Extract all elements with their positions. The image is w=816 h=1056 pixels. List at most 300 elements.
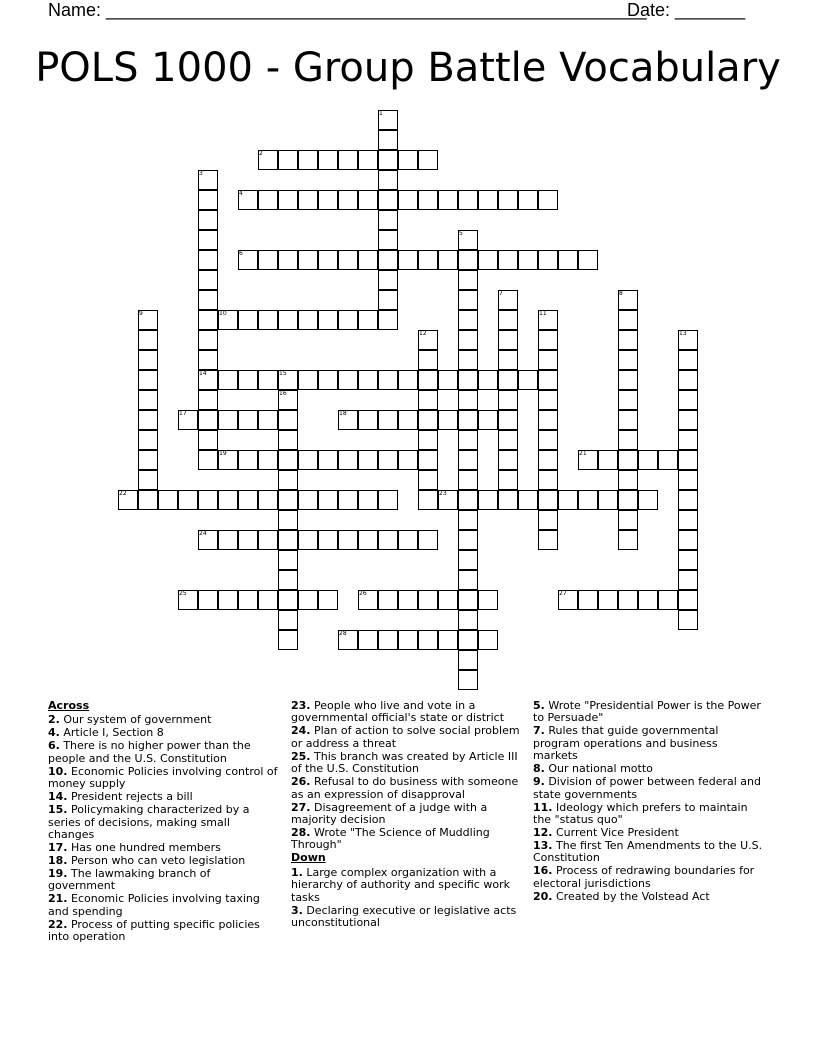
grid-cell[interactable] xyxy=(198,590,218,610)
grid-cell[interactable] xyxy=(198,210,218,230)
grid-cell[interactable] xyxy=(278,250,298,270)
grid-cell[interactable] xyxy=(618,310,638,330)
clue-text: Person who can veto legislation xyxy=(67,854,246,868)
grid-cell[interactable] xyxy=(498,430,518,450)
grid-cell[interactable] xyxy=(278,190,298,210)
grid-cell[interactable] xyxy=(258,370,278,390)
grid-cell[interactable] xyxy=(458,570,478,590)
grid-cell[interactable] xyxy=(458,290,478,310)
grid-cell[interactable] xyxy=(278,590,298,610)
grid-cell[interactable] xyxy=(318,190,338,210)
grid-cell[interactable] xyxy=(498,310,518,330)
grid-cell[interactable] xyxy=(298,530,318,550)
grid-cell[interactable] xyxy=(458,350,478,370)
grid-cell[interactable] xyxy=(458,370,478,390)
grid-cell[interactable] xyxy=(498,490,518,510)
grid-cell[interactable] xyxy=(558,250,578,270)
grid-cell[interactable] xyxy=(478,370,498,390)
grid-cell[interactable] xyxy=(398,590,418,610)
grid-cell[interactable] xyxy=(458,630,478,650)
clue-number: 21. xyxy=(48,892,68,906)
grid-cell[interactable] xyxy=(538,250,558,270)
grid-cell[interactable] xyxy=(678,410,698,430)
grid-cell[interactable] xyxy=(198,490,218,510)
grid-cell[interactable] xyxy=(198,270,218,290)
grid-cell[interactable] xyxy=(418,430,438,450)
grid-cell[interactable] xyxy=(578,490,598,510)
grid-cell[interactable] xyxy=(458,330,478,350)
grid-cell[interactable] xyxy=(678,390,698,410)
grid-cell[interactable] xyxy=(458,310,478,330)
clue-item xyxy=(48,893,278,918)
grid-cell[interactable] xyxy=(358,310,378,330)
grid-cell[interactable] xyxy=(458,410,478,430)
grid-cell[interactable] xyxy=(198,410,218,430)
grid-cell[interactable] xyxy=(398,630,418,650)
grid-cell[interactable] xyxy=(358,370,378,390)
clue-number-25: 25 xyxy=(179,590,187,597)
clue-number: 25. xyxy=(291,749,311,763)
grid-cell[interactable] xyxy=(618,350,638,370)
grid-cell[interactable] xyxy=(298,150,318,170)
grid-cell[interactable] xyxy=(538,410,558,430)
grid-cell[interactable] xyxy=(598,490,618,510)
grid-cell[interactable] xyxy=(618,510,638,530)
grid-cell[interactable] xyxy=(578,590,598,610)
grid-cell[interactable] xyxy=(258,310,278,330)
grid-cell[interactable] xyxy=(198,390,218,410)
grid-cell[interactable] xyxy=(258,410,278,430)
clue-number-19: 19 xyxy=(219,450,227,457)
clue-number: 4. xyxy=(48,726,60,740)
grid-cell[interactable] xyxy=(298,250,318,270)
grid-cell[interactable] xyxy=(378,170,398,190)
grid-cell[interactable] xyxy=(458,610,478,630)
grid-cell[interactable] xyxy=(198,190,218,210)
grid-cell[interactable] xyxy=(478,590,498,610)
clue-item xyxy=(48,791,278,803)
grid-cell[interactable] xyxy=(458,190,478,210)
grid-cell[interactable] xyxy=(198,350,218,370)
grid-cell[interactable] xyxy=(318,150,338,170)
grid-cell[interactable] xyxy=(518,370,538,390)
grid-cell[interactable] xyxy=(618,390,638,410)
grid-cell[interactable] xyxy=(138,330,158,350)
grid-cell[interactable] xyxy=(518,250,538,270)
grid-cell[interactable] xyxy=(678,430,698,450)
grid-cell[interactable] xyxy=(198,250,218,270)
grid-cell[interactable] xyxy=(638,450,658,470)
grid-cell[interactable] xyxy=(198,330,218,350)
clue-item xyxy=(48,740,278,765)
grid-cell[interactable] xyxy=(358,490,378,510)
grid-cell[interactable] xyxy=(478,190,498,210)
grid-cell[interactable] xyxy=(338,190,358,210)
grid-cell[interactable] xyxy=(538,490,558,510)
across-heading: Across xyxy=(48,699,90,712)
grid-cell[interactable] xyxy=(398,450,418,470)
grid-cell[interactable] xyxy=(418,490,438,510)
grid-cell[interactable] xyxy=(458,670,478,690)
grid-cell[interactable] xyxy=(498,350,518,370)
grid-cell[interactable] xyxy=(658,450,678,470)
grid-cell[interactable] xyxy=(338,370,358,390)
grid-cell[interactable] xyxy=(178,490,198,510)
clue-text: There is no higher power than the people and the U.S. Constitution xyxy=(48,739,251,765)
grid-cell[interactable] xyxy=(618,450,638,470)
grid-cell[interactable] xyxy=(398,370,418,390)
clue-number: 10. xyxy=(48,764,68,778)
grid-cell[interactable] xyxy=(538,190,558,210)
grid-cell[interactable] xyxy=(378,410,398,430)
grid-cell[interactable] xyxy=(618,370,638,390)
grid-cell[interactable] xyxy=(198,430,218,450)
grid-cell[interactable] xyxy=(678,450,698,470)
grid-cell[interactable] xyxy=(398,250,418,270)
grid-cell[interactable] xyxy=(538,450,558,470)
name-label: Name: ______________________________________________________ xyxy=(48,0,647,20)
grid-cell[interactable] xyxy=(478,630,498,650)
clue-item xyxy=(533,891,765,903)
grid-cell[interactable] xyxy=(398,150,418,170)
grid-cell[interactable] xyxy=(358,250,378,270)
grid-cell[interactable] xyxy=(618,490,638,510)
clue-number-8: 8 xyxy=(619,290,623,297)
grid-cell[interactable] xyxy=(378,250,398,270)
grid-cell[interactable] xyxy=(318,450,338,470)
clue-item xyxy=(291,802,523,827)
grid-cell[interactable] xyxy=(138,470,158,490)
grid-cell[interactable] xyxy=(618,530,638,550)
grid-cell[interactable] xyxy=(478,250,498,270)
clue-number-2: 2 xyxy=(259,150,263,157)
grid-cell[interactable] xyxy=(418,350,438,370)
grid-cell[interactable] xyxy=(378,590,398,610)
grid-cell[interactable] xyxy=(558,490,578,510)
grid-cell[interactable] xyxy=(538,390,558,410)
grid-cell[interactable] xyxy=(498,450,518,470)
grid-cell[interactable] xyxy=(378,210,398,230)
grid-cell[interactable] xyxy=(218,530,238,550)
clue-number: 5. xyxy=(533,699,545,712)
grid-cell[interactable] xyxy=(638,490,658,510)
grid-cell[interactable] xyxy=(198,290,218,310)
grid-cell[interactable] xyxy=(458,530,478,550)
clue-item xyxy=(533,802,765,827)
grid-cell[interactable] xyxy=(318,370,338,390)
clues-column-1 xyxy=(48,700,278,944)
clue-number-18: 18 xyxy=(339,410,347,417)
grid-cell[interactable] xyxy=(458,450,478,470)
grid-cell[interactable] xyxy=(458,550,478,570)
grid-cell[interactable] xyxy=(358,530,378,550)
grid-cell[interactable] xyxy=(378,270,398,290)
grid-cell[interactable] xyxy=(318,310,338,330)
clue-item xyxy=(48,714,278,726)
grid-cell[interactable] xyxy=(138,390,158,410)
clue-number-21: 21 xyxy=(579,450,587,457)
grid-cell[interactable] xyxy=(458,470,478,490)
clue-number-22: 22 xyxy=(119,490,127,497)
grid-cell[interactable] xyxy=(418,410,438,430)
clue-number: 23. xyxy=(291,699,311,712)
grid-cell[interactable] xyxy=(478,490,498,510)
grid-cell[interactable] xyxy=(378,230,398,250)
grid-cell[interactable] xyxy=(278,550,298,570)
grid-cell[interactable] xyxy=(438,250,458,270)
grid-cell[interactable] xyxy=(258,190,278,210)
grid-cell[interactable] xyxy=(638,590,658,610)
grid-cell[interactable] xyxy=(398,530,418,550)
grid-cell[interactable] xyxy=(458,250,478,270)
grid-cell[interactable] xyxy=(378,190,398,210)
clue-text: Division of power between federal and state governments xyxy=(533,775,761,801)
clue-item xyxy=(291,827,523,852)
grid-cell[interactable] xyxy=(358,630,378,650)
grid-cell[interactable] xyxy=(418,530,438,550)
grid-cell[interactable] xyxy=(238,410,258,430)
grid-cell[interactable] xyxy=(498,330,518,350)
grid-cell[interactable] xyxy=(218,590,238,610)
clue-text: This branch was created by Article III of the U.S. Constitution xyxy=(291,749,518,776)
grid-cell[interactable] xyxy=(278,510,298,530)
date-line[interactable]: Date: _______ xyxy=(627,0,746,20)
grid-cell[interactable] xyxy=(278,470,298,490)
clue-text: Process of redrawing boundaries for electoral jurisdictions xyxy=(533,864,755,890)
clue-item xyxy=(48,727,278,739)
grid-cell[interactable] xyxy=(398,410,418,430)
grid-cell[interactable] xyxy=(298,490,318,510)
grid-cell[interactable] xyxy=(518,490,538,510)
grid-cell[interactable] xyxy=(498,470,518,490)
grid-cell[interactable] xyxy=(378,490,398,510)
grid-cell[interactable] xyxy=(438,190,458,210)
grid-cell[interactable] xyxy=(538,330,558,350)
grid-cell[interactable] xyxy=(138,430,158,450)
grid-cell[interactable] xyxy=(218,370,238,390)
clue-text: People who live and vote in a governmental official's state or district xyxy=(291,699,505,725)
grid-cell[interactable] xyxy=(678,370,698,390)
grid-cell[interactable] xyxy=(298,310,318,330)
grid-cell[interactable] xyxy=(298,590,318,610)
grid-cell[interactable] xyxy=(318,250,338,270)
grid-cell[interactable] xyxy=(498,390,518,410)
grid-cell[interactable] xyxy=(458,490,478,510)
clue-text: Our system of government xyxy=(59,713,212,727)
grid-cell[interactable] xyxy=(378,310,398,330)
grid-cell[interactable] xyxy=(278,430,298,450)
grid-cell[interactable] xyxy=(398,190,418,210)
grid-cell[interactable] xyxy=(218,410,238,430)
grid-cell[interactable] xyxy=(498,370,518,390)
clue-number-14: 14 xyxy=(199,370,207,377)
grid-cell[interactable] xyxy=(418,390,438,410)
grid-cell[interactable] xyxy=(458,390,478,410)
clue-text: Large complex organization with a hierarchy of authority and specific work tasks xyxy=(291,865,510,904)
clue-item xyxy=(48,842,278,854)
grid-cell[interactable] xyxy=(298,450,318,470)
grid-cell[interactable] xyxy=(538,470,558,490)
grid-cell[interactable] xyxy=(278,310,298,330)
grid-cell[interactable] xyxy=(678,470,698,490)
clue-number: 26. xyxy=(291,775,311,789)
grid-cell[interactable] xyxy=(378,530,398,550)
grid-cell[interactable] xyxy=(298,370,318,390)
grid-cell[interactable] xyxy=(678,550,698,570)
grid-cell[interactable] xyxy=(278,570,298,590)
page-title: POLS 1000 - Group Battle Vocabulary xyxy=(35,45,781,91)
grid-cell[interactable] xyxy=(378,290,398,310)
grid-cell[interactable] xyxy=(358,150,378,170)
grid-cell[interactable] xyxy=(318,530,338,550)
grid-cell[interactable] xyxy=(598,450,618,470)
grid-cell[interactable] xyxy=(438,630,458,650)
grid-cell[interactable] xyxy=(618,430,638,450)
clue-number-11: 11 xyxy=(539,310,547,317)
grid-cell[interactable] xyxy=(278,530,298,550)
grid-cell[interactable] xyxy=(278,490,298,510)
grid-cell[interactable] xyxy=(138,370,158,390)
grid-cell[interactable] xyxy=(318,590,338,610)
clue-number-9: 9 xyxy=(139,310,143,317)
grid-cell[interactable] xyxy=(438,590,458,610)
grid-cell[interactable] xyxy=(258,590,278,610)
grid-cell[interactable] xyxy=(618,410,638,430)
clue-item xyxy=(291,905,523,930)
grid-cell[interactable] xyxy=(498,410,518,430)
grid-cell[interactable] xyxy=(238,450,258,470)
clue-number-26: 26 xyxy=(359,590,367,597)
grid-cell[interactable] xyxy=(498,190,518,210)
clue-number-12: 12 xyxy=(419,330,427,337)
grid-cell[interactable] xyxy=(538,350,558,370)
grid-cell[interactable] xyxy=(418,450,438,470)
grid-cell[interactable] xyxy=(678,570,698,590)
grid-cell[interactable] xyxy=(258,250,278,270)
grid-cell[interactable] xyxy=(418,150,438,170)
grid-cell[interactable] xyxy=(278,450,298,470)
grid-cell[interactable] xyxy=(458,430,478,450)
grid-cell[interactable] xyxy=(518,190,538,210)
grid-cell[interactable] xyxy=(678,530,698,550)
grid-cell[interactable] xyxy=(198,450,218,470)
grid-cell[interactable] xyxy=(278,410,298,430)
grid-cell[interactable] xyxy=(658,590,678,610)
grid-cell[interactable] xyxy=(538,510,558,530)
grid-cell[interactable] xyxy=(678,510,698,530)
grid-cell[interactable] xyxy=(438,370,458,390)
grid-cell[interactable] xyxy=(678,610,698,630)
grid-cell[interactable] xyxy=(338,490,358,510)
grid-cell[interactable] xyxy=(618,470,638,490)
grid-cell[interactable] xyxy=(378,130,398,150)
grid-cell[interactable] xyxy=(418,590,438,610)
clue-number-16: 16 xyxy=(279,390,287,397)
grid-cell[interactable] xyxy=(458,510,478,530)
grid-cell[interactable] xyxy=(378,630,398,650)
grid-cell[interactable] xyxy=(338,250,358,270)
clue-text: Disagreement of a judge with a majority decision xyxy=(291,800,488,827)
grid-cell[interactable] xyxy=(478,410,498,430)
clue-number: 17. xyxy=(48,841,68,855)
grid-cell[interactable] xyxy=(238,530,258,550)
clue-number: 14. xyxy=(48,790,68,804)
grid-cell[interactable] xyxy=(318,490,338,510)
grid-cell[interactable] xyxy=(418,470,438,490)
grid-cell[interactable] xyxy=(218,490,238,510)
grid-cell[interactable] xyxy=(598,590,618,610)
clue-number-27: 27 xyxy=(559,590,567,597)
grid-cell[interactable] xyxy=(538,370,558,390)
grid-cell[interactable] xyxy=(538,530,558,550)
grid-cell[interactable] xyxy=(358,190,378,210)
grid-cell[interactable] xyxy=(258,450,278,470)
grid-cell[interactable] xyxy=(498,250,518,270)
clue-item xyxy=(533,725,765,762)
grid-cell[interactable] xyxy=(138,450,158,470)
grid-cell[interactable] xyxy=(678,490,698,510)
grid-cell[interactable] xyxy=(138,490,158,510)
grid-cell[interactable] xyxy=(378,450,398,470)
grid-cell[interactable] xyxy=(238,370,258,390)
grid-cell[interactable] xyxy=(458,270,478,290)
grid-cell[interactable] xyxy=(278,150,298,170)
grid-cell[interactable] xyxy=(238,310,258,330)
grid-cell[interactable] xyxy=(458,650,478,670)
grid-cell[interactable] xyxy=(338,450,358,470)
clue-number-5: 5 xyxy=(459,230,463,237)
clue-text: Wrote "Presidential Power is the Power to Persuade" xyxy=(533,699,761,725)
grid-cell[interactable] xyxy=(438,410,458,430)
grid-cell[interactable] xyxy=(338,150,358,170)
grid-cell[interactable] xyxy=(358,450,378,470)
grid-cell[interactable] xyxy=(418,250,438,270)
clue-item xyxy=(291,725,523,750)
grid-cell[interactable] xyxy=(198,310,218,330)
grid-cell[interactable] xyxy=(278,610,298,630)
clue-item xyxy=(533,700,765,725)
grid-cell[interactable] xyxy=(578,250,598,270)
grid-cell[interactable] xyxy=(418,370,438,390)
grid-cell[interactable] xyxy=(238,490,258,510)
clue-number: 1. xyxy=(291,865,303,879)
grid-cell[interactable] xyxy=(378,150,398,170)
grid-cell[interactable] xyxy=(418,630,438,650)
grid-cell[interactable] xyxy=(238,590,258,610)
grid-cell[interactable] xyxy=(618,590,638,610)
grid-cell[interactable] xyxy=(358,410,378,430)
grid-cell[interactable] xyxy=(378,370,398,390)
clue-text: Our national motto xyxy=(544,762,653,776)
grid-cell[interactable] xyxy=(258,490,278,510)
grid-cell[interactable] xyxy=(138,410,158,430)
grid-cell[interactable] xyxy=(538,430,558,450)
grid-cell[interactable] xyxy=(138,350,158,370)
grid-cell[interactable] xyxy=(458,590,478,610)
grid-cell[interactable] xyxy=(278,630,298,650)
grid-cell[interactable] xyxy=(338,530,358,550)
grid-cell[interactable] xyxy=(198,230,218,250)
clue-text: Wrote "The Science of Muddling Through" xyxy=(291,826,490,852)
grid-cell[interactable] xyxy=(158,490,178,510)
grid-cell[interactable] xyxy=(418,190,438,210)
grid-cell[interactable] xyxy=(678,590,698,610)
grid-cell[interactable] xyxy=(678,350,698,370)
grid-cell[interactable] xyxy=(298,190,318,210)
grid-cell[interactable] xyxy=(258,530,278,550)
grid-cell[interactable] xyxy=(338,310,358,330)
grid-cell[interactable] xyxy=(618,330,638,350)
